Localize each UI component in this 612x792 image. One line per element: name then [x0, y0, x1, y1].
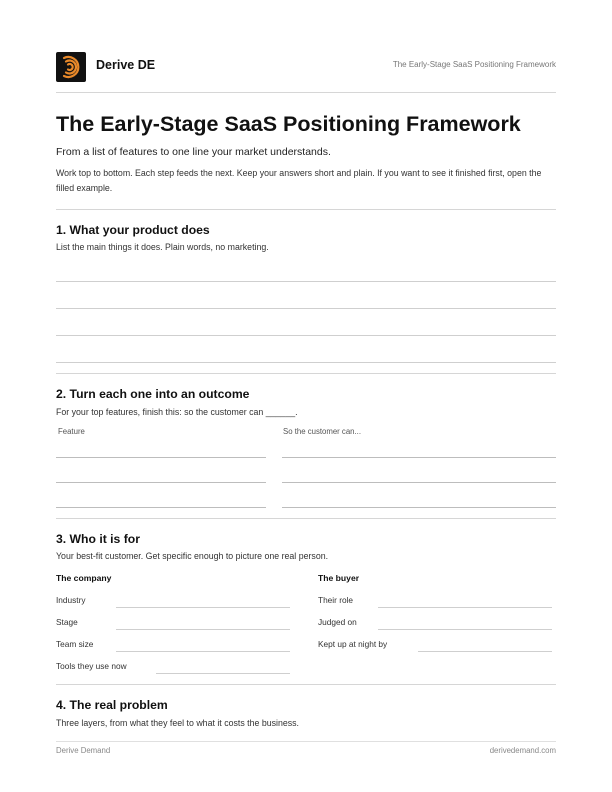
outcome-answer-line[interactable] — [282, 482, 556, 483]
field-label-judged-on: Judged on — [318, 617, 357, 627]
intro-divider — [56, 209, 556, 210]
company-subheading: The company — [56, 573, 112, 583]
header-divider — [56, 92, 556, 93]
footer-divider — [56, 741, 556, 742]
section-1-answer-line[interactable] — [56, 335, 556, 336]
industry-field[interactable] — [116, 607, 290, 608]
page-header — [56, 52, 556, 82]
judged-on-field[interactable] — [378, 629, 552, 630]
section-3-title: 3. Who it is for — [56, 532, 140, 546]
feature-answer-line[interactable] — [56, 457, 266, 458]
footer-website-link[interactable]: derivedemand.com — [489, 746, 556, 755]
field-label-role: Their role — [318, 595, 354, 605]
feature-column-header: Feature — [58, 427, 85, 436]
section-1-title: 1. What your product does — [56, 223, 210, 237]
role-field[interactable] — [378, 607, 552, 608]
feature-answer-line[interactable] — [56, 507, 266, 508]
section-2-description: For your top features, finish this: so the customer can ______. — [56, 407, 298, 417]
field-label-stage: Stage — [56, 617, 78, 627]
outcome-column-header: So the customer can... — [283, 427, 362, 436]
tools-field[interactable] — [156, 673, 290, 674]
page-subtitle: From a list of features to one line your market understands. — [56, 146, 331, 158]
outcome-answer-line[interactable] — [282, 457, 556, 458]
section-4-title: 4. The real problem — [56, 698, 168, 712]
worksheet-page — [56, 0, 556, 792]
brand-name: Derive DE — [96, 58, 156, 72]
section-1-divider — [56, 373, 556, 374]
footer-company: Derive Demand — [56, 746, 111, 755]
section-3-description: Your best-fit customer. Get specific enough to picture one real person. — [56, 551, 329, 561]
section-4-description: Three layers, from what they feel to what it costs the business. — [56, 718, 300, 728]
section-1-description: List the main things it does. Plain words, no marketing. — [56, 242, 269, 252]
kept-up-at-night-field[interactable] — [418, 651, 552, 652]
section-1-answer-line[interactable] — [56, 362, 556, 363]
stage-field[interactable] — [116, 629, 290, 630]
section-2-divider — [56, 518, 556, 519]
section-2-title: 2. Turn each one into an outcome — [56, 387, 250, 401]
feature-answer-line[interactable] — [56, 482, 266, 483]
section-1-answer-line[interactable] — [56, 281, 556, 282]
field-label-industry: Industry — [56, 595, 86, 605]
field-label-tools: Tools they use now — [56, 661, 127, 671]
intro-text: Work top to bottom. Each step feeds the next. Keep your answers short and plain. If you want to see it finished first, open the filled example. — [56, 168, 542, 193]
field-label-team-size: Team size — [56, 639, 94, 649]
header-doc-label: The Early-Stage SaaS Positioning Framework — [392, 60, 556, 69]
section-3-divider — [56, 684, 556, 685]
section-1-answer-line[interactable] — [56, 308, 556, 309]
buyer-subheading: The buyer — [318, 573, 360, 583]
outcome-answer-line[interactable] — [282, 507, 556, 508]
field-label-kept-up-at-night: Kept up at night by — [318, 639, 388, 649]
concentric-arcs-logo-icon — [56, 52, 86, 82]
page-title: The Early-Stage SaaS Positioning Framework — [56, 112, 521, 136]
team-size-field[interactable] — [116, 651, 290, 652]
